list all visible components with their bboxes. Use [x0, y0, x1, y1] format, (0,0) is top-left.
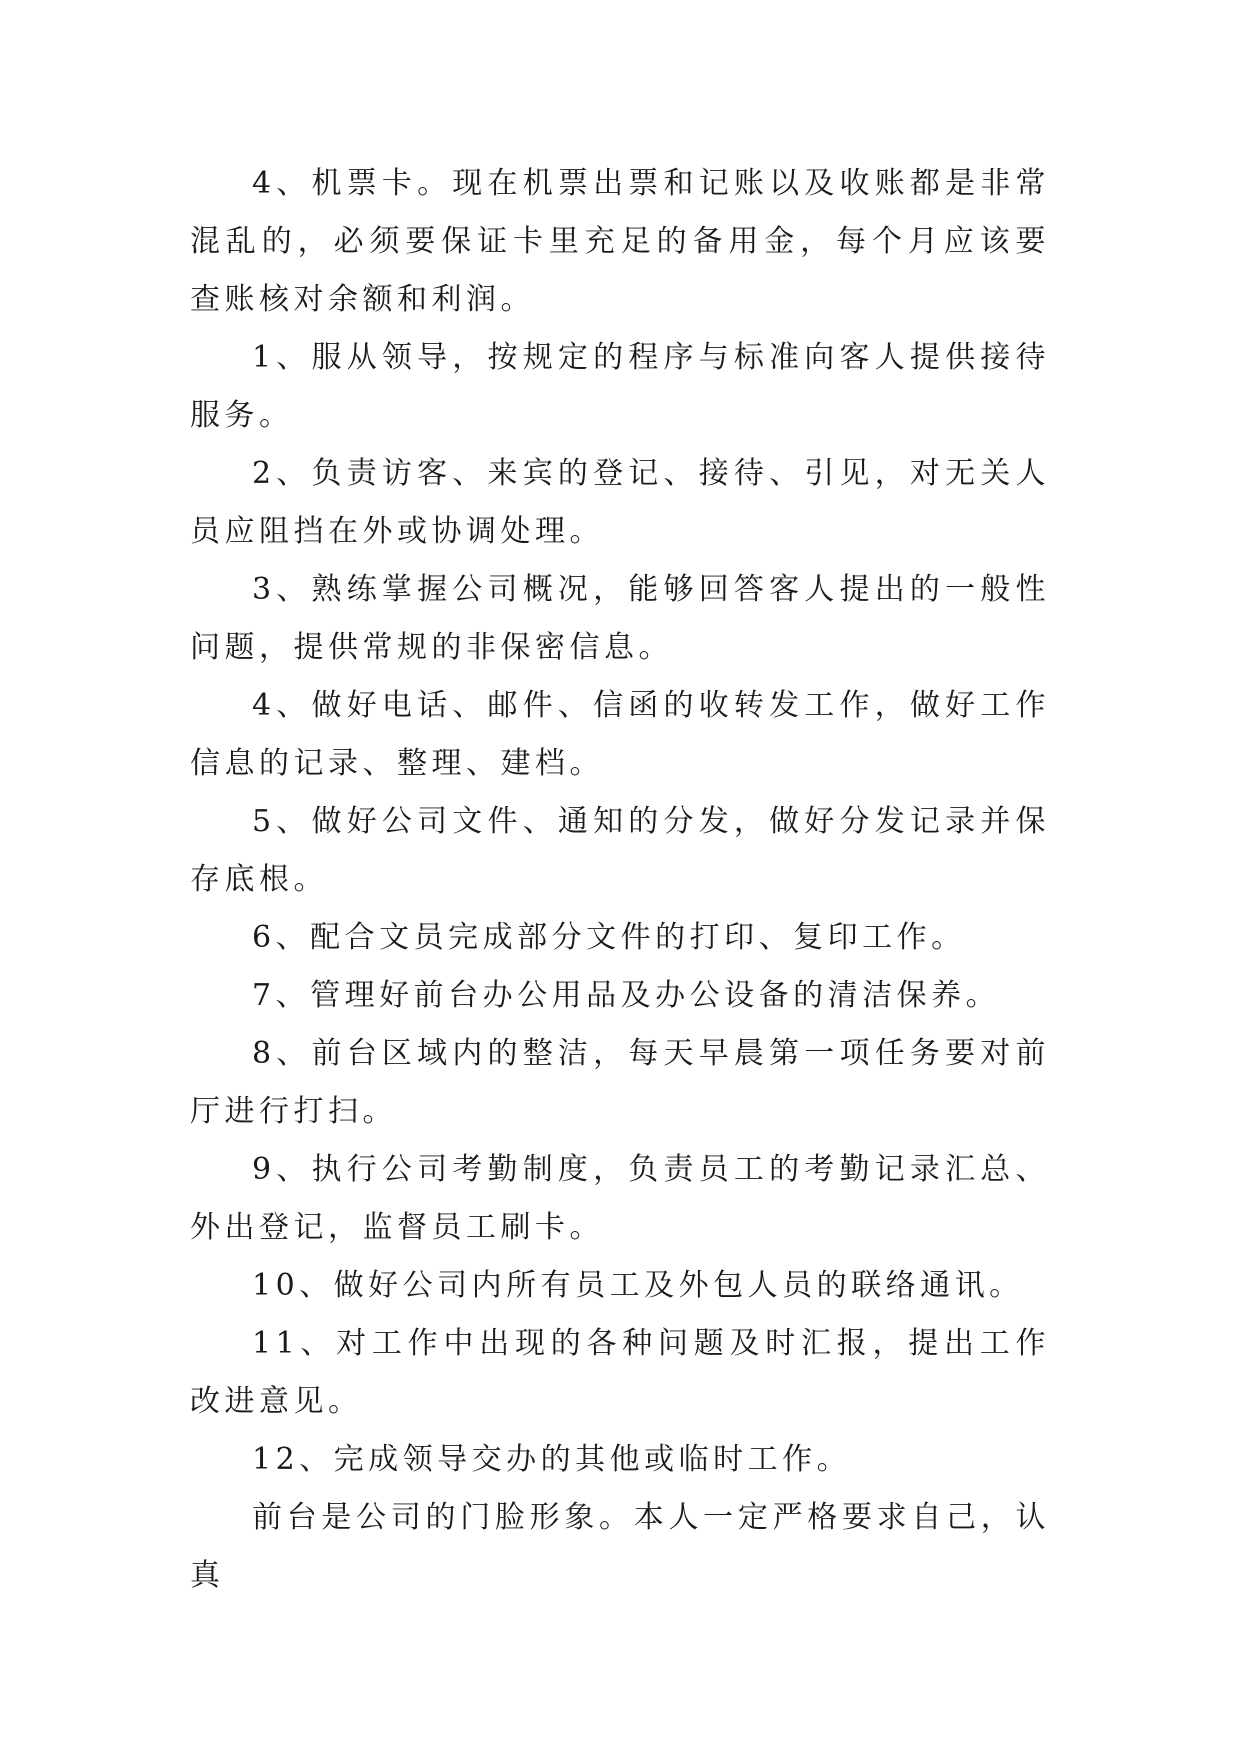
paragraph: 9、执行公司考勤制度，负责员工的考勤记录汇总、外出登记，监督员工刷卡。	[190, 1152, 1050, 1245]
paragraph: 6、配合文员完成部分文件的打印、复印工作。	[252, 920, 966, 955]
paragraph: 1、服从领导，按规定的程序与标准向客人提供接待服务。	[190, 340, 1050, 433]
paragraph: 12、完成领导交办的其他或临时工作。	[252, 1442, 852, 1477]
paragraph: 4、机票卡。现在机票出票和记账以及收账都是非常混乱的，必须要保证卡里充足的备用金，每个月应该要查账核对余额和利润。	[190, 166, 1050, 317]
paragraph: 前台是公司的门脸形象。本人一定严格要求自己，认真	[190, 1500, 1050, 1593]
paragraph: 2、负责访客、来宾的登记、接待、引见，对无关人员应阻挡在外或协调处理。	[190, 456, 1050, 549]
paragraph: 8、前台区域内的整洁，每天早晨第一项任务要对前厅进行打扫。	[190, 1036, 1050, 1129]
paragraph: 3、熟练掌握公司概况，能够回答客人提出的一般性问题，提供常规的非保密信息。	[190, 572, 1050, 665]
paragraph: 4、做好电话、邮件、信函的收转发工作，做好工作信息的记录、整理、建档。	[190, 688, 1050, 781]
paragraph: 5、做好公司文件、通知的分发，做好分发记录并保存底根。	[190, 804, 1050, 897]
paragraph: 10、做好公司内所有员工及外包人员的联络通讯。	[252, 1268, 1024, 1303]
document-page	[190, 155, 1050, 1605]
paragraph: 11、对工作中出现的各种问题及时汇报，提出工作改进意见。	[190, 1326, 1050, 1419]
paragraph: 7、管理好前台办公用品及办公设备的清洁保养。	[252, 978, 1001, 1013]
